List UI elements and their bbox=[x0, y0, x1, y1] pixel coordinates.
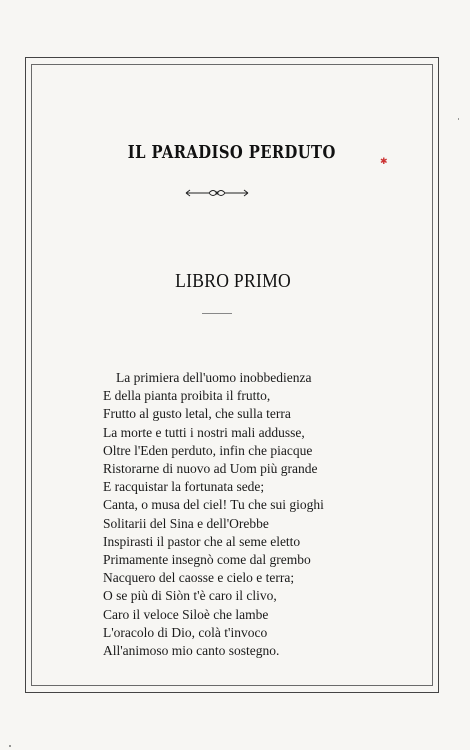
poem-text bbox=[103, 369, 383, 660]
poem-line: E racquistar la fortunata sede; bbox=[103, 479, 265, 495]
poem-line: La primiera dell'uomo inobbedienza bbox=[116, 370, 312, 385]
poem-line: Caro il veloce Siloè che lambe bbox=[103, 606, 269, 622]
poem-line: Oltre l'Eden perduto, infin che piacque bbox=[103, 442, 313, 458]
short-rule-divider bbox=[202, 313, 232, 314]
poem-line: O se più di Siòn t'è caro il clivo, bbox=[103, 588, 277, 604]
poem-line: E della pianta proibita il frutto, bbox=[103, 388, 271, 404]
poem-line: Solitarii del Sina e dell'Orebbe bbox=[103, 515, 269, 531]
poem-line: L'oracolo di Dio, colà t'invoco bbox=[103, 624, 268, 640]
poem-line: Nacquero del caosse e cielo e terra; bbox=[103, 570, 295, 586]
page-title: IL PARADISO PERDUTO bbox=[127, 142, 336, 163]
poem-line: Ristorarne di nuovo ad Uom più grande bbox=[103, 461, 318, 477]
poem-line: All'animoso mio canto sostegno. bbox=[103, 643, 280, 659]
ornament-divider bbox=[185, 186, 249, 200]
red-ink-mark: ✱ bbox=[380, 157, 388, 167]
poem-line: Canta, o musa del ciel! Tu che sui gioghi bbox=[103, 497, 324, 513]
poem-line: Frutto al gusto letal, che sulla terra bbox=[103, 406, 291, 422]
poem-line: Inspirasti il pastor che al seme eletto bbox=[103, 533, 301, 549]
poem-line: Primamente insegnò come dal grembo bbox=[103, 552, 311, 568]
poem-line: La morte e tutti i nostri mali addusse, bbox=[103, 424, 305, 440]
book-title: LIBRO PRIMO bbox=[175, 270, 292, 292]
page-speck bbox=[458, 118, 459, 120]
page-speck bbox=[9, 745, 11, 747]
